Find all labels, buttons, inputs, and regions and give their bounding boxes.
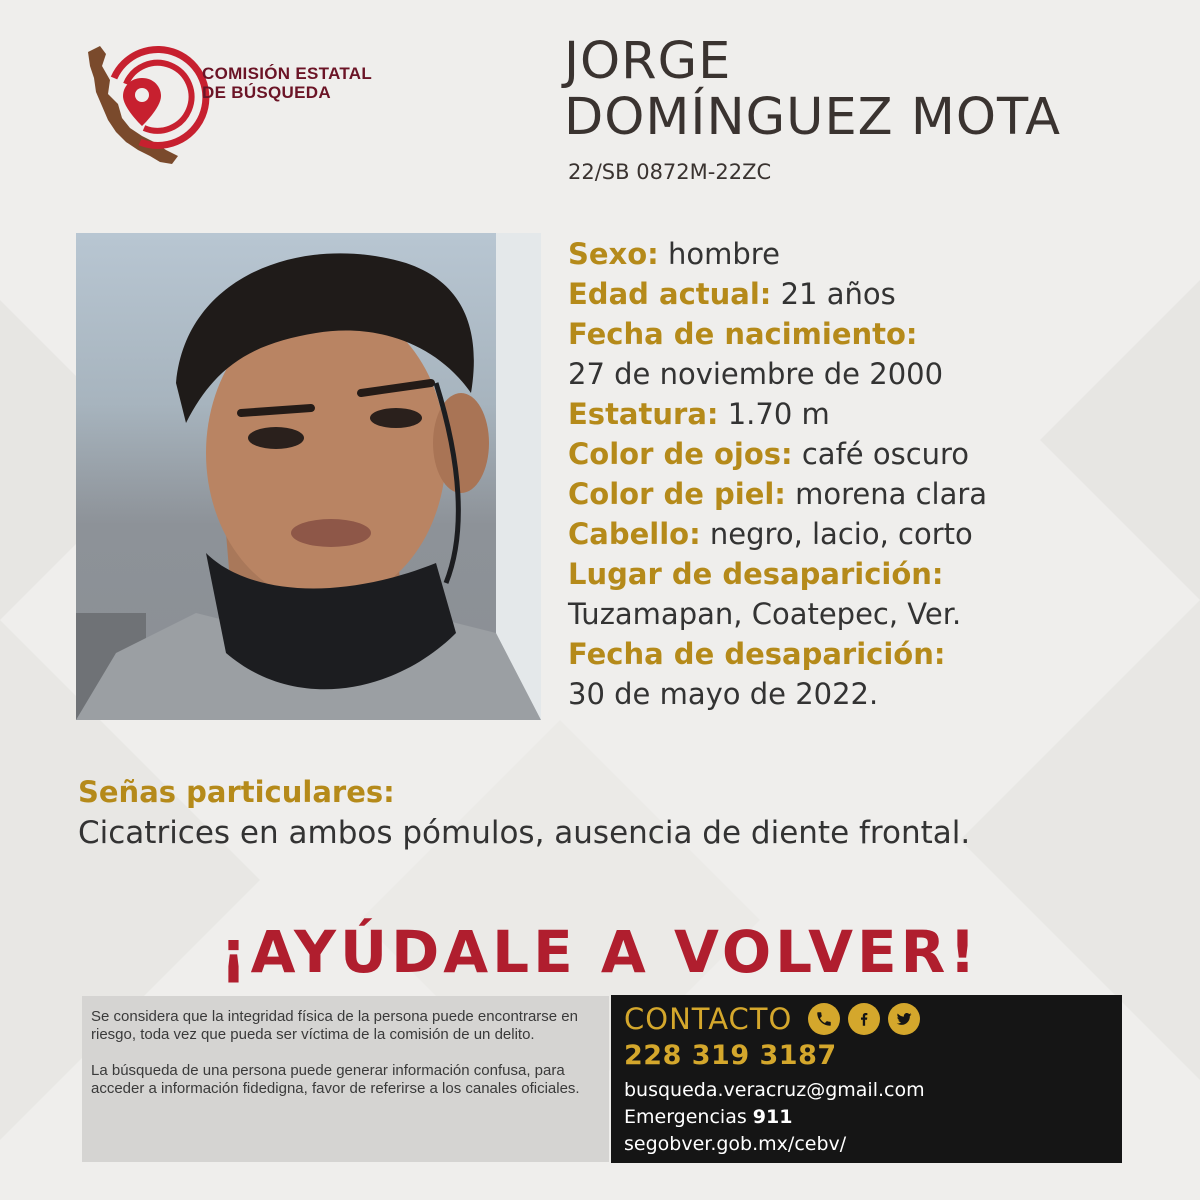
detail-label: Lugar de desaparición:: [568, 557, 944, 591]
marks-value: Cicatrices en ambos pómulos, ausencia de diente frontal.: [78, 815, 971, 851]
marks-label: Señas particulares:: [78, 775, 395, 809]
logo-line-1: COMISIÓN ESTATAL: [202, 64, 373, 83]
case-id: 22/SB 0872M-22ZC: [568, 160, 772, 184]
detail-birth-label: [568, 314, 1168, 354]
detail-value: café oscuro: [801, 437, 970, 471]
person-name: [564, 34, 1164, 146]
detail-skin: [568, 474, 1168, 514]
person-details: [568, 234, 1168, 714]
detail-place-label: [568, 554, 1168, 594]
detail-label: Fecha de desaparición:: [568, 637, 946, 671]
contact-box: [611, 995, 1122, 1163]
detail-value: 21 años: [780, 277, 896, 311]
detail-value: hombre: [668, 237, 780, 271]
slogan: ¡AYÚDALE A VOLVER!: [220, 918, 980, 986]
logo-line-2: DE BÚSQUEDA: [202, 83, 331, 102]
veracruz-map-logo-icon: [80, 40, 280, 170]
detail-sex: [568, 234, 1168, 274]
emergency-label: Emergencias: [624, 1106, 747, 1128]
detail-height: [568, 394, 1168, 434]
contact-email[interactable]: busqueda.veracruz@gmail.com: [624, 1079, 925, 1101]
detail-place-value: Tuzamapan, Coatepec, Ver.: [568, 597, 962, 631]
detail-eyes: [568, 434, 1168, 474]
detail-label: Color de piel:: [568, 477, 786, 511]
contact-phone[interactable]: 228 319 3187: [624, 1040, 837, 1071]
twitter-icon[interactable]: [888, 1003, 920, 1035]
disclaimer-box: [82, 996, 609, 1162]
emergency-number[interactable]: 911: [752, 1106, 793, 1128]
phone-icon[interactable]: [808, 1003, 840, 1035]
contact-title: CONTACTO: [624, 1002, 793, 1036]
facebook-icon[interactable]: [848, 1003, 880, 1035]
contact-website[interactable]: segobver.gob.mx/cebv/: [624, 1133, 847, 1155]
detail-label: Fecha de nacimiento:: [568, 317, 918, 351]
detail-age: [568, 274, 1168, 314]
detail-date-label: [568, 634, 1168, 674]
detail-value: 1.70 m: [727, 397, 830, 431]
person-photo: [76, 233, 541, 720]
detail-label: Cabello:: [568, 517, 701, 551]
distinguishing-marks: [78, 772, 1158, 854]
disclaimer-paragraph-2: La búsqueda de una persona puede generar información confusa, para acceder a información fidedigna, favor de referirse a los canales oficiales.: [91, 1062, 580, 1097]
cebv-logo: [80, 40, 420, 170]
contact-emergency: [624, 1104, 1122, 1131]
name-last: DOMÍNGUEZ MOTA: [564, 88, 1062, 147]
detail-hair: [568, 514, 1168, 554]
detail-birth-value: 27 de noviembre de 2000: [568, 357, 944, 391]
detail-date-value: 30 de mayo de 2022.: [568, 677, 879, 711]
name-first: JORGE: [564, 32, 732, 91]
detail-label: Color de ojos:: [568, 437, 793, 471]
detail-label: Edad actual:: [568, 277, 772, 311]
detail-label: Sexo:: [568, 237, 659, 271]
disclaimer-paragraph-1: Se considera que la integridad física de la persona puede encontrarse en riesgo, toda vez que pueda ser víctima de la comisión de un delito.: [91, 1008, 578, 1043]
detail-label: Estatura:: [568, 397, 719, 431]
detail-value: negro, lacio, corto: [709, 517, 973, 551]
detail-value: morena clara: [795, 477, 988, 511]
